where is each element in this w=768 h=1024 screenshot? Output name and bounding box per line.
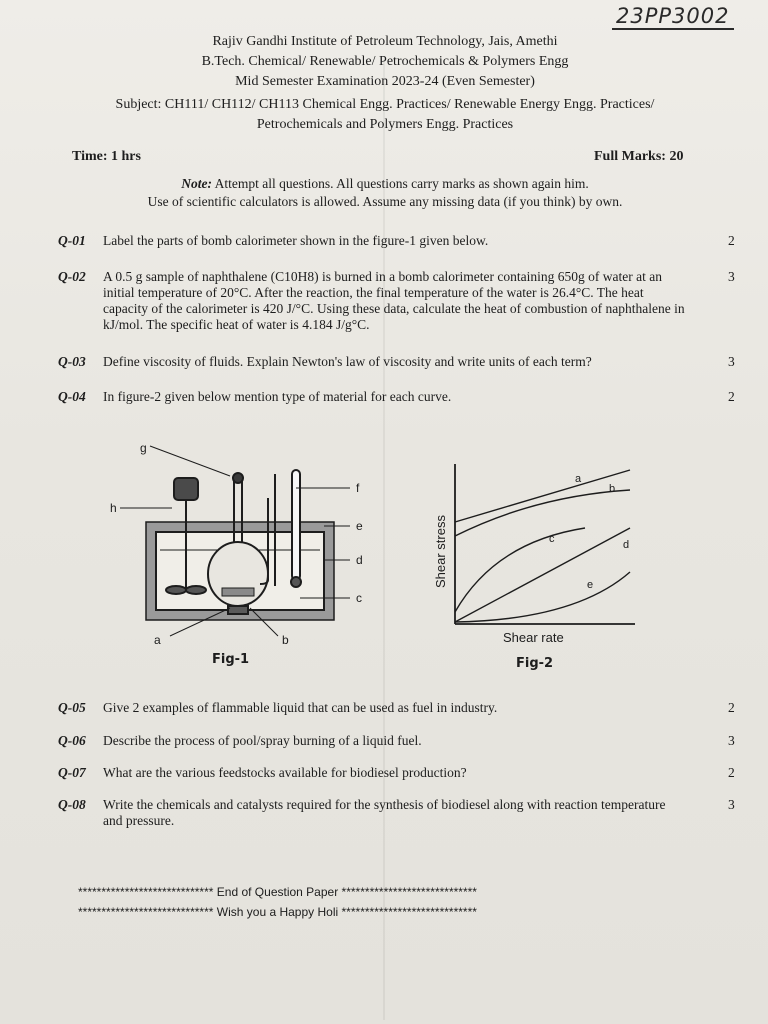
institute-name: Rajiv Gandhi Institute of Petroleum Technology, Jais, Amethi <box>212 34 558 49</box>
figure-1-label-h: h <box>110 501 117 515</box>
question-number: Q-02 <box>58 269 86 284</box>
note-text-1: Attempt all questions. All questions carry marks as shown again him. <box>214 176 589 191</box>
question-number: Q-05 <box>58 700 86 715</box>
question-text: In figure-2 given below mention type of material for each curve. <box>103 389 452 404</box>
question-number: Q-08 <box>58 797 86 812</box>
question-marks: 2 <box>728 233 735 248</box>
question-text: What are the various feedstocks available for biodiesel production? <box>103 765 467 780</box>
question-marks: 3 <box>728 797 735 812</box>
figure-1-label-a: a <box>154 633 161 647</box>
subject-line-2: Petrochemicals and Polymers Engg. Practices <box>256 117 514 132</box>
figure-1-label-e: e <box>356 519 363 533</box>
figure-2-graph <box>425 462 645 652</box>
question-marks: 2 <box>728 765 735 780</box>
question-text: Label the parts of bomb calorimeter shown in the figure-1 given below. <box>103 233 489 248</box>
question-number: Q-06 <box>58 733 86 748</box>
figure-1-label-d: d <box>356 553 363 567</box>
exam-name: Mid Semester Examination 2023-24 (Even Semester) <box>235 74 535 89</box>
figure-1-label-g: g <box>140 441 147 455</box>
full-marks: Full Marks: 20 <box>594 149 684 164</box>
figure-1-diagram <box>110 438 380 648</box>
question-text: Describe the process of pool/spray burning of a liquid fuel. <box>103 733 422 748</box>
footer-holi-text: Wish you a Happy Holi <box>216 905 339 919</box>
handwritten-code: 23PP3002 <box>612 4 734 30</box>
y-axis-label: Shear stress <box>433 515 448 588</box>
question-marks: 3 <box>728 354 735 369</box>
question-text: Give 2 examples of flammable liquid that can be used as fuel in industry. <box>103 700 498 715</box>
question-number: Q-01 <box>58 233 86 248</box>
question-marks: 3 <box>728 269 735 284</box>
question-text: A 0.5 g sample of naphthalene (C10H8) is burned in a bomb calorimeter containing 650g of water at an initial temperature of 20°C. After the reaction, the final temperature of the water is 26.4°C. The heat capacity of the calorimeter is 420 J/°C. Using these data, calculate the heat of combustion of naphthalene in kJ/mol. The specific heat of water is 4.184 J/g°C. <box>103 269 685 332</box>
curve-d <box>455 528 630 622</box>
note-label: Note: <box>181 176 212 191</box>
program-name: B.Tech. Chemical/ Renewable/ Petrochemicals & Polymers Engg <box>201 54 569 69</box>
question-text: Define viscosity of fluids. Explain Newton's law of viscosity and write units of each term? <box>103 354 592 369</box>
curve-label-b: b <box>609 483 616 495</box>
curve-a <box>455 470 630 522</box>
question-text: Write the chemicals and catalysts required for the synthesis of biodiesel along with reaction temperature and pressure. <box>103 797 666 828</box>
note-line-1 <box>60 175 710 193</box>
footer-holi-line <box>78 904 658 920</box>
figure-1-label-f: f <box>356 481 360 495</box>
figure-1-label-b: b <box>282 633 289 647</box>
figure-2-caption: Fig-2 <box>516 656 554 671</box>
subject-line-1: Subject: CH111/ CH112/ CH113 Chemical Engg. Practices/ Renewable Energy Engg. Practices/ <box>115 97 655 112</box>
x-axis-label: Shear rate <box>503 630 564 645</box>
question-number: Q-03 <box>58 354 86 369</box>
note-line-2: Use of scientific calculators is allowed. Assume any missing data (if you think) by own. <box>147 194 623 209</box>
question-number: Q-04 <box>58 389 86 404</box>
curve-b <box>455 490 630 536</box>
curve-label-c: c <box>549 533 555 545</box>
curve-label-a: a <box>575 473 582 485</box>
question-marks: 2 <box>728 700 735 715</box>
curve-c <box>455 528 585 612</box>
footer-stars: ***************************** <box>341 885 477 899</box>
question-marks: 2 <box>728 389 735 404</box>
footer-end-text: End of Question Paper <box>216 885 339 899</box>
figure-1-caption: Fig-1 <box>212 652 250 667</box>
question-marks: 3 <box>728 733 735 748</box>
footer-stars: ***************************** <box>78 885 214 899</box>
curve-label-d: d <box>623 539 630 551</box>
time-allowed: Time: 1 hrs <box>72 149 141 164</box>
curve-label-e: e <box>587 579 594 591</box>
footer-end-line <box>78 884 658 900</box>
footer-stars: ***************************** <box>78 905 214 919</box>
curve-e <box>455 572 630 622</box>
question-number: Q-07 <box>58 765 86 780</box>
footer-stars: ***************************** <box>341 905 477 919</box>
figure-1-label-c: c <box>356 591 362 605</box>
